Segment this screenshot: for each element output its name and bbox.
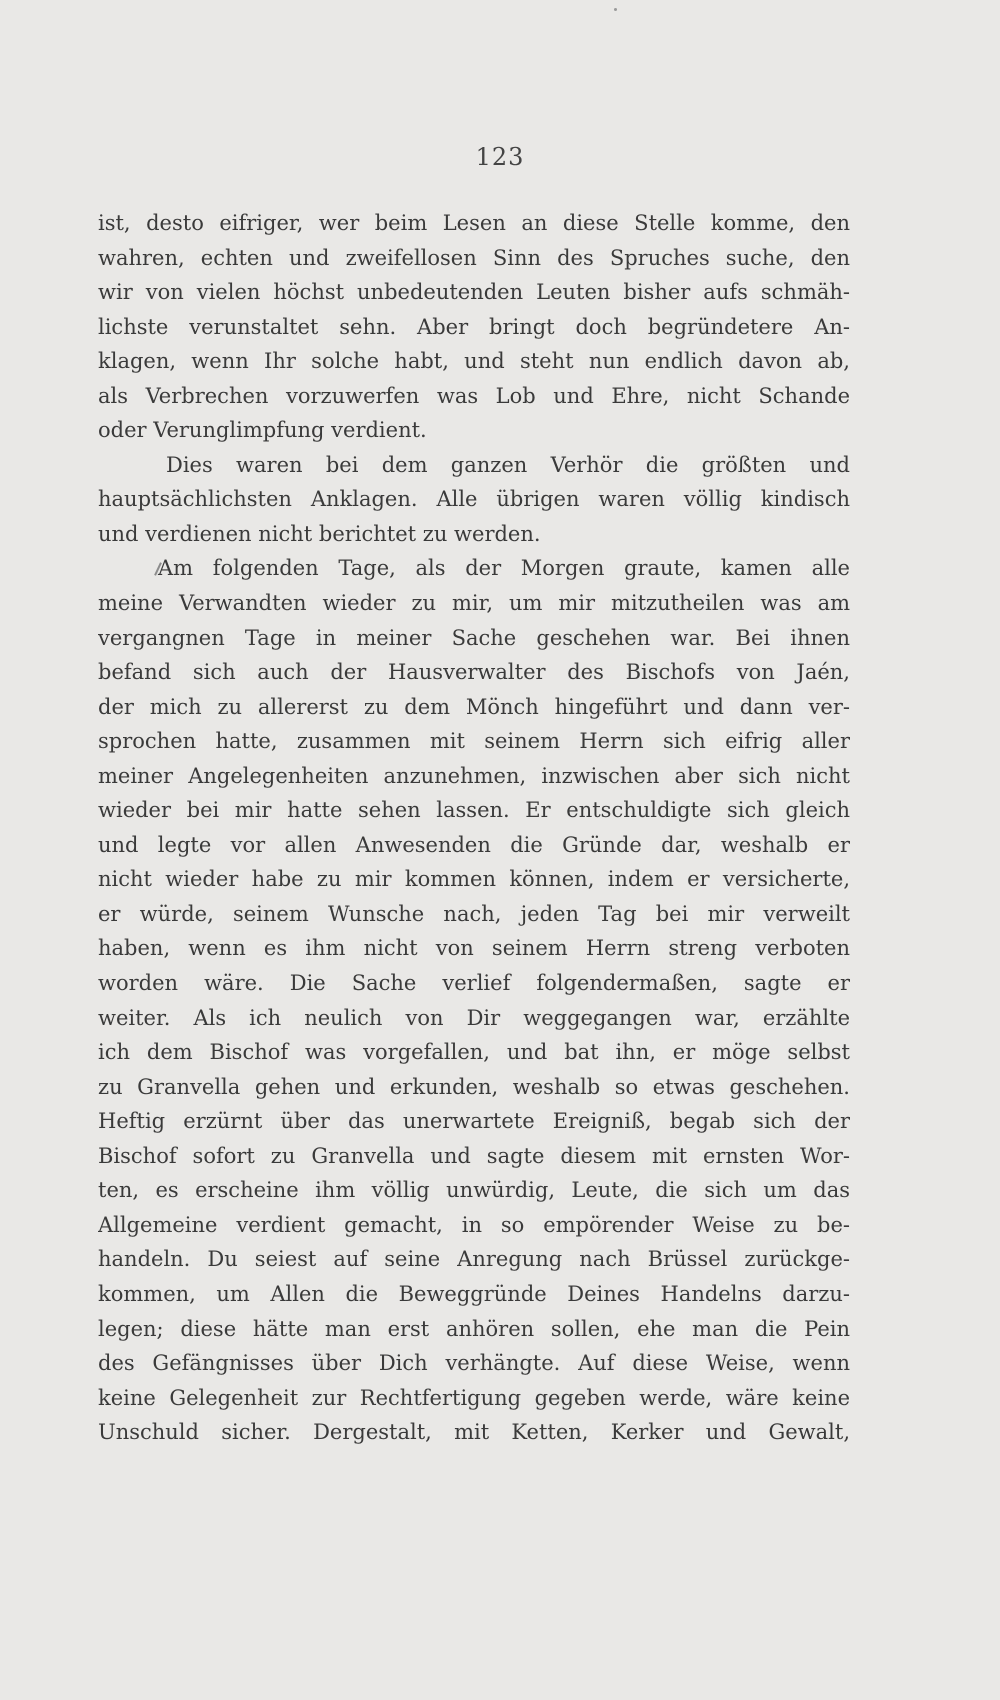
text-line: ich dem Bischof was vorgefallen, und bat ihn, er möge selbst	[98, 1040, 850, 1065]
text-line: meiner Angelegenheiten anzunehmen, inzwischen aber sich nicht	[98, 763, 850, 788]
text-line: klagen, wenn Ihr solche habt, und steht nun endlich davon ab,	[98, 349, 850, 374]
text-line: wahren, echten und zweifellosen Sinn des Spruches suche, den	[98, 245, 850, 270]
text-line: und verdienen nicht berichtet zu werden.	[98, 521, 541, 546]
page-number: 123	[475, 143, 525, 171]
text-line: Heftig erzürnt über das unerwartete Ereigniß, begab sich der	[98, 1109, 850, 1134]
text-line: worden wäre. Die Sache verlief folgendermaßen, sagte er	[98, 971, 850, 996]
text-line: keine Gelegenheit zur Rechtfertigung gegeben werde, wäre keine	[98, 1385, 850, 1410]
text-line: hauptsächlichsten Anklagen. Alle übrigen waren völlig kindisch	[98, 487, 850, 512]
text-line: wir von vielen höchst unbedeutenden Leuten bisher aufs schmäh-	[98, 280, 850, 305]
text-line: legen; diese hätte man erst anhören sollen, ehe man die Pein	[98, 1316, 850, 1341]
text-line: Dies waren bei dem ganzen Verhör die größten und	[166, 452, 850, 477]
paper-speck	[614, 8, 617, 11]
text-line: als Verbrechen vorzuwerfen was Lob und Ehre, nicht Schande	[98, 383, 850, 408]
text-line: kommen, um Allen die Beweggründe Deines Handelns darzu-	[98, 1281, 850, 1306]
text-line: handeln. Du seiest auf seine Anregung nach Brüssel zurückge-	[98, 1247, 850, 1272]
text-line: sprochen hatte, zusammen mit seinem Herrn sich eifrig aller	[98, 729, 850, 754]
text-line: ist, desto eifriger, wer beim Lesen an diese Stelle komme, den	[98, 211, 850, 235]
text-line: befand sich auch der Hausverwalter des Bischofs von Jaén,	[98, 660, 850, 685]
text-line: und legte vor allen Anwesenden die Gründe dar, weshalb er	[98, 832, 850, 857]
text-line: ten, es erscheine ihm völlig unwürdig, Leute, die sich um das	[98, 1178, 850, 1203]
text-line: nicht wieder habe zu mir kommen können, indem er versicherte,	[98, 867, 850, 892]
text-line: weiter. Als ich neulich von Dir weggegangen war, erzählte	[98, 1005, 850, 1030]
body-text	[98, 206, 850, 1450]
text-line: haben, wenn es ihm nicht von seinem Herrn streng verboten	[98, 936, 850, 961]
text-line: lichste verunstaltet sehn. Aber bringt doch begründetere An-	[98, 314, 850, 339]
text-line: oder Verunglimpfung verdient.	[98, 418, 427, 443]
text-line: Allgemeine verdient gemacht, in so empörender Weise zu be-	[98, 1212, 850, 1237]
text-line: meine Verwandten wieder zu mir, um mir mitzutheilen was am	[98, 591, 850, 616]
text-line: der mich zu allererst zu dem Mönch hingeführt und dann ver-	[98, 694, 850, 719]
text-line: Bischof sofort zu Granvella und sagte diesem mit ernsten Wor-	[98, 1143, 850, 1168]
text-line: er würde, seinem Wunsche nach, jeden Tag bei mir verweilt	[98, 901, 850, 926]
text-line: wieder bei mir hatte sehen lassen. Er entschuldigte sich gleich	[98, 798, 850, 823]
text-line: zu Granvella gehen und erkunden, weshalb so etwas geschehen.	[98, 1074, 850, 1099]
text-line: Am folgenden Tage, als der Morgen graute, kamen alle	[158, 556, 850, 581]
text-line: vergangnen Tage in meiner Sache geschehen war. Bei ihnen	[98, 625, 850, 650]
text-line: Unschuld sicher. Dergestalt, mit Ketten, Kerker und Gewalt,	[98, 1420, 850, 1445]
text-line: des Gefängnisses über Dich verhängte. Auf diese Weise, wenn	[98, 1351, 850, 1376]
